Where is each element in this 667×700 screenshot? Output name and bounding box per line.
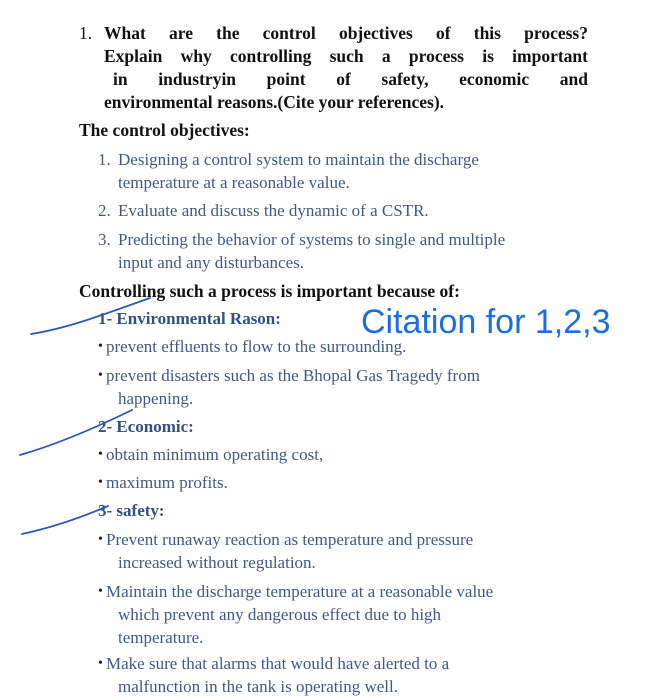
bullet-text: maximum profits. <box>106 473 228 492</box>
objective-line: input and any disturbances. <box>118 253 305 272</box>
section-title-safety: 3- safety: <box>98 501 165 520</box>
objective-line: Evaluate and discuss the dynamic of a CSTR. <box>118 201 429 220</box>
objective-number: 2. <box>98 201 111 220</box>
bullet-text: prevent effluents to flow to the surrounding. <box>106 337 407 356</box>
bullet-icon: • <box>98 447 103 462</box>
bullet-text: prevent disasters such as the Bhopal Gas Tragedy from <box>106 366 480 385</box>
bullet-icon: • <box>98 532 103 547</box>
bullet-text: increased without regulation. <box>118 553 316 572</box>
bullet-text: obtain minimum operating cost, <box>106 445 324 464</box>
question-line-4: environmental reasons.(Cite your references). <box>104 92 445 112</box>
bullet-text: which prevent any dangerous effect due to high <box>118 605 442 624</box>
objectives-heading: The control objectives: <box>79 120 250 140</box>
question-line-1: What are the control objectives of this process? <box>104 23 588 43</box>
objective-line: temperature at a reasonable value. <box>118 173 350 192</box>
question-line-3: in industryin point of safety, economic and <box>113 69 588 89</box>
section-title-environmental: 1- Environmental Rason: <box>98 309 281 328</box>
bullet-text: happening. <box>118 389 194 408</box>
bullet-text: Prevent runaway reaction as temperature and pressure <box>106 530 474 549</box>
bullet-icon: • <box>98 656 103 671</box>
bullet-text: Make sure that alarms that would have alerted to a <box>106 654 450 673</box>
objective-line: Predicting the behavior of systems to single and multiple <box>118 230 506 249</box>
question-number: 1. <box>79 23 93 43</box>
objective-number: 1. <box>98 150 111 169</box>
bullet-icon: • <box>98 339 103 354</box>
bullet-icon: • <box>98 368 103 383</box>
bullet-icon: • <box>98 475 103 490</box>
importance-heading: Controlling such a process is important because of: <box>79 281 460 301</box>
bullet-text: Maintain the discharge temperature at a reasonable value <box>106 582 494 601</box>
ink-stroke-safety <box>22 506 108 534</box>
section-title-economic: 2- Economic: <box>98 417 194 436</box>
objective-line: Designing a control system to maintain the discharge <box>118 150 479 169</box>
bullet-text: malfunction in the tank is operating well. <box>118 677 398 696</box>
citation-annotation: Citation for 1,2,3 <box>361 303 611 341</box>
question-line-2: Explain why controlling such a process is important <box>104 46 588 66</box>
bullet-icon: • <box>98 584 103 599</box>
objective-number: 3. <box>98 230 111 249</box>
bullet-text: temperature. <box>118 628 204 647</box>
